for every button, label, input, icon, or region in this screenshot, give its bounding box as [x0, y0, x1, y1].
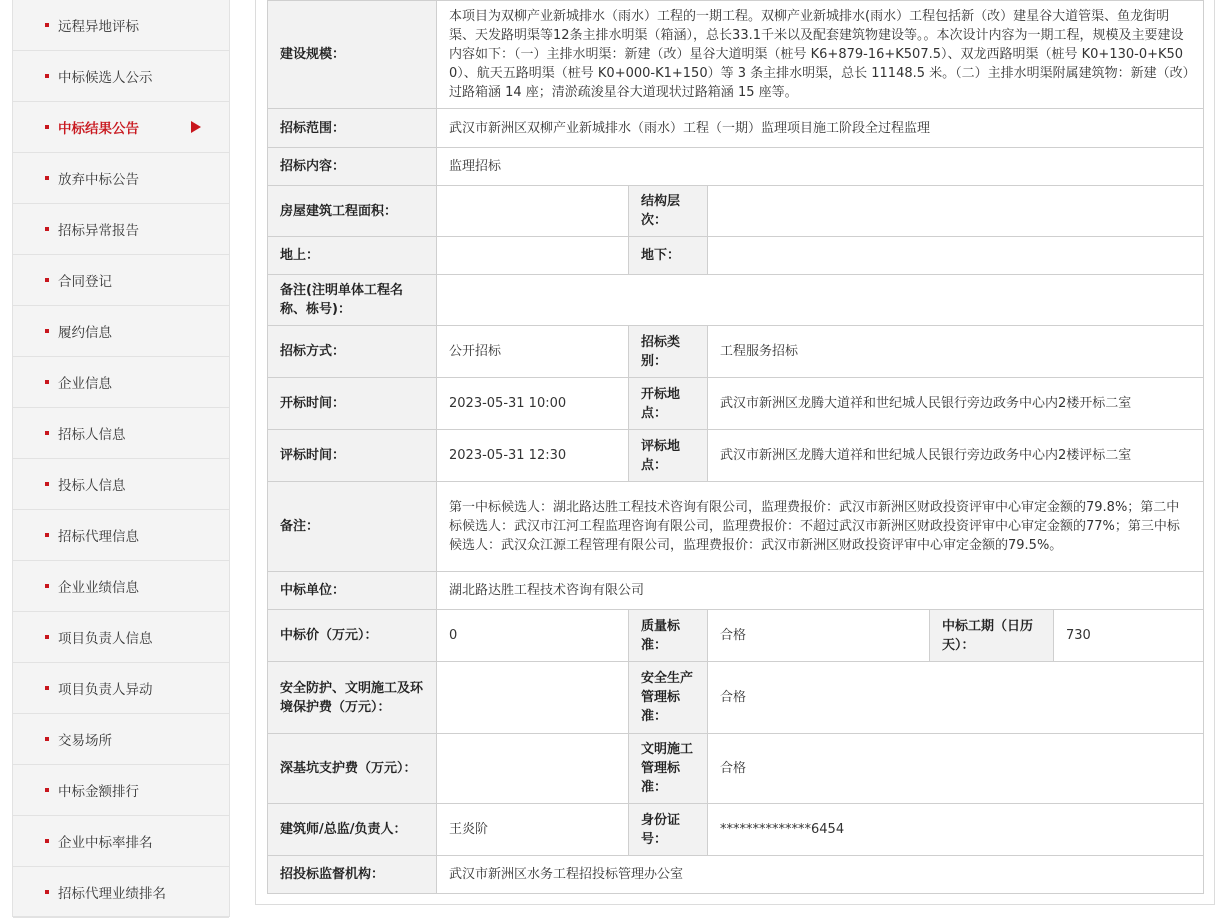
sidebar-item-label: 招标代理业绩排名 [58, 886, 166, 902]
value-civil-standard: 合格 [708, 734, 1204, 804]
bullet-icon [45, 839, 49, 843]
table-row [268, 275, 1204, 326]
value-id-number: **************6454 [708, 804, 1204, 856]
label-above-ground: 地上： [268, 237, 437, 275]
sidebar-item-label: 中标候选人公示 [58, 70, 153, 86]
bullet-icon [45, 635, 49, 639]
sidebar-item-trading-venue[interactable] [13, 714, 229, 765]
sidebar-item-label: 放弃中标公告 [58, 172, 139, 188]
value-supervisor: 武汉市新洲区水务工程招投标管理办公室 [437, 856, 1204, 894]
value-architect: 王炎阶 [437, 804, 629, 856]
label-structure-layers: 结构层次： [629, 186, 708, 237]
table-row [268, 109, 1204, 148]
label-remark: 备注： [268, 482, 437, 572]
value-quality-standard: 合格 [708, 610, 930, 662]
table-row [268, 804, 1204, 856]
sidebar-item-label: 企业中标率排名 [58, 835, 153, 851]
sidebar-item-project-leader-info[interactable] [13, 612, 229, 663]
sidebar-item-label: 企业信息 [58, 376, 112, 392]
value-safety-standard: 合格 [708, 662, 1204, 734]
value-unit-remark [437, 275, 1204, 326]
bullet-icon [45, 176, 49, 180]
sidebar-item-remote-evaluation[interactable] [13, 0, 229, 51]
value-building-area [437, 186, 629, 237]
value-bid-scope: 武汉市新洲区双柳产业新城排水（雨水）工程（一期）监理项目施工阶段全过程监理 [437, 109, 1204, 148]
table-row [268, 430, 1204, 482]
bullet-icon [45, 23, 49, 27]
bullet-icon [45, 890, 49, 894]
bullet-icon [45, 431, 49, 435]
table-row [268, 1, 1204, 109]
value-eval-place: 武汉市新洲区龙腾大道祥和世纪城人民银行旁边政务中心内2楼评标二室 [708, 430, 1204, 482]
table-row [268, 326, 1204, 378]
value-award-price: 0 [437, 610, 629, 662]
sidebar-item-project-leader-change[interactable] [13, 663, 229, 714]
label-civil-standard: 文明施工管理标准： [629, 734, 708, 804]
sidebar-nav [12, 0, 230, 917]
sidebar-item-label: 中标结果公告 [58, 121, 139, 137]
label-id-number: 身份证号： [629, 804, 708, 856]
sidebar-item-label: 招标人信息 [58, 427, 126, 443]
sidebar-item-label: 投标人信息 [58, 478, 126, 494]
table-row [268, 186, 1204, 237]
bullet-icon [45, 329, 49, 333]
sidebar-item-award-result[interactable] [13, 102, 229, 153]
label-building-area: 房屋建筑工程面积： [268, 186, 437, 237]
value-remark: 第一中标候选人：湖北路达胜工程技术咨询有限公司，监理费报价：武汉市新洲区财政投资评审中心审定金额的79.8%；第二中标候选人：武汉市江河工程监理咨询有限公司，监理费报价：不超过武汉市新洲区财政投资评审中心审定金额的77%；第三中标候选人：武汉众江源工程管理有限公司，监理费报价：武汉市新洲区财政投资评审中心审定金额的79.5%。 [437, 482, 1204, 572]
sidebar-item-candidate-publicity[interactable] [13, 51, 229, 102]
table-row [268, 148, 1204, 186]
sidebar-item-label: 中标金额排行 [58, 784, 139, 800]
label-quality-standard: 质量标准： [629, 610, 708, 662]
label-award-period: 中标工期（日历天）： [930, 610, 1054, 662]
value-bid-category: 工程服务招标 [708, 326, 1204, 378]
bullet-icon [45, 584, 49, 588]
label-award-price: 中标价（万元）： [268, 610, 437, 662]
sidebar-item-label: 合同登记 [58, 274, 112, 290]
table-row [268, 662, 1204, 734]
sidebar-item-contract-registration[interactable] [13, 255, 229, 306]
label-winner: 中标单位： [268, 572, 437, 610]
label-construction-scale: 建设规模： [268, 1, 437, 109]
value-open-place: 武汉市新洲区龙腾大道祥和世纪城人民银行旁边政务中心内2楼开标二室 [708, 378, 1204, 430]
label-bid-category: 招标类别： [629, 326, 708, 378]
label-pit-support-fee: 深基坑支护费（万元）： [268, 734, 437, 804]
value-construction-scale: 本项目为双柳产业新城排水（雨水）工程的一期工程。双柳产业新城排水(雨水）工程包括新（改）建星谷大道管渠、鱼龙街明渠、天发路明渠等12条主排水明渠（箱涵），总长33.1千米以及配套建筑物建设等。。本次设计内容为一期工程，规模及主要建设内容如下：（一）主排水明渠：新建（改）星谷大道明渠（桩号 K6+879-16+K507.5）、双龙西路明渠（桩号 K0+130-0+K500）、航天五路明渠（桩号 K0+000-K1+150）等 3 条主排水明渠，总长 11148.5 米。（二）主排水明渠附属建筑物：新建（改）过路箱涵 14 座；清淤疏浚星谷大道现状过路箱涵 15 座等。 [437, 1, 1204, 109]
value-bid-method: 公开招标 [437, 326, 629, 378]
sidebar-item-agency-ranking[interactable] [13, 867, 229, 918]
label-below-ground: 地下： [629, 237, 708, 275]
table-row [268, 237, 1204, 275]
value-structure-layers [708, 186, 1204, 237]
value-eval-time: 2023-05-31 12:30 [437, 430, 629, 482]
sidebar-item-exception-report[interactable] [13, 204, 229, 255]
sidebar-item-label: 项目负责人异动 [58, 682, 153, 698]
sidebar-item-award-amount-ranking[interactable] [13, 765, 229, 816]
award-details-table [267, 0, 1204, 894]
label-eval-place: 评标地点： [629, 430, 708, 482]
value-below-ground [708, 237, 1204, 275]
active-arrow-icon [191, 121, 201, 133]
label-open-time: 开标时间： [268, 378, 437, 430]
bullet-icon [45, 686, 49, 690]
label-safety-standard: 安全生产管理标准： [629, 662, 708, 734]
bullet-icon [45, 533, 49, 537]
bullet-icon [45, 227, 49, 231]
bullet-icon [45, 380, 49, 384]
bullet-icon [45, 278, 49, 282]
sidebar-item-agency-info[interactable] [13, 510, 229, 561]
label-architect: 建筑师/总监/负责人： [268, 804, 437, 856]
label-safety-fee: 安全防护、文明施工及环境保护费（万元）： [268, 662, 437, 734]
sidebar-item-label: 企业业绩信息 [58, 580, 139, 596]
sidebar-item-abandon-award[interactable] [13, 153, 229, 204]
value-winner: 湖北路达胜工程技术咨询有限公司 [437, 572, 1204, 610]
label-open-place: 开标地点： [629, 378, 708, 430]
sidebar-item-label: 交易场所 [58, 733, 112, 749]
value-bid-content: 监理招标 [437, 148, 1204, 186]
value-pit-support-fee [437, 734, 629, 804]
sidebar-item-enterprise-achievements[interactable] [13, 561, 229, 612]
sidebar-item-enterprise-info[interactable] [13, 357, 229, 408]
sidebar-item-bidder-info[interactable] [13, 459, 229, 510]
label-supervisor: 招投标监督机构： [268, 856, 437, 894]
sidebar-item-label: 招标代理信息 [58, 529, 139, 545]
sidebar-item-performance-info[interactable] [13, 306, 229, 357]
table-row [268, 482, 1204, 572]
table-row [268, 378, 1204, 430]
table-row [268, 856, 1204, 894]
bullet-icon [45, 74, 49, 78]
sidebar-item-label: 招标异常报告 [58, 223, 139, 239]
value-safety-fee [437, 662, 629, 734]
label-bid-scope: 招标范围： [268, 109, 437, 148]
table-row [268, 610, 1204, 662]
sidebar-item-label: 项目负责人信息 [58, 631, 153, 647]
label-unit-remark: 备注(注明单体工程名称、栋号)： [268, 275, 437, 326]
sidebar-item-label: 履约信息 [58, 325, 112, 341]
value-above-ground [437, 237, 629, 275]
value-award-period: 730 [1054, 610, 1204, 662]
bullet-icon [45, 482, 49, 486]
value-open-time: 2023-05-31 10:00 [437, 378, 629, 430]
table-row [268, 734, 1204, 804]
bullet-icon [45, 125, 49, 129]
table-row [268, 572, 1204, 610]
sidebar-item-label: 远程异地评标 [58, 19, 139, 35]
bullet-icon [45, 788, 49, 792]
label-bid-method: 招标方式： [268, 326, 437, 378]
label-bid-content: 招标内容： [268, 148, 437, 186]
label-eval-time: 评标时间： [268, 430, 437, 482]
bullet-icon [45, 737, 49, 741]
sidebar-item-tenderer-info[interactable] [13, 408, 229, 459]
sidebar-item-award-rate-ranking[interactable] [13, 816, 229, 867]
